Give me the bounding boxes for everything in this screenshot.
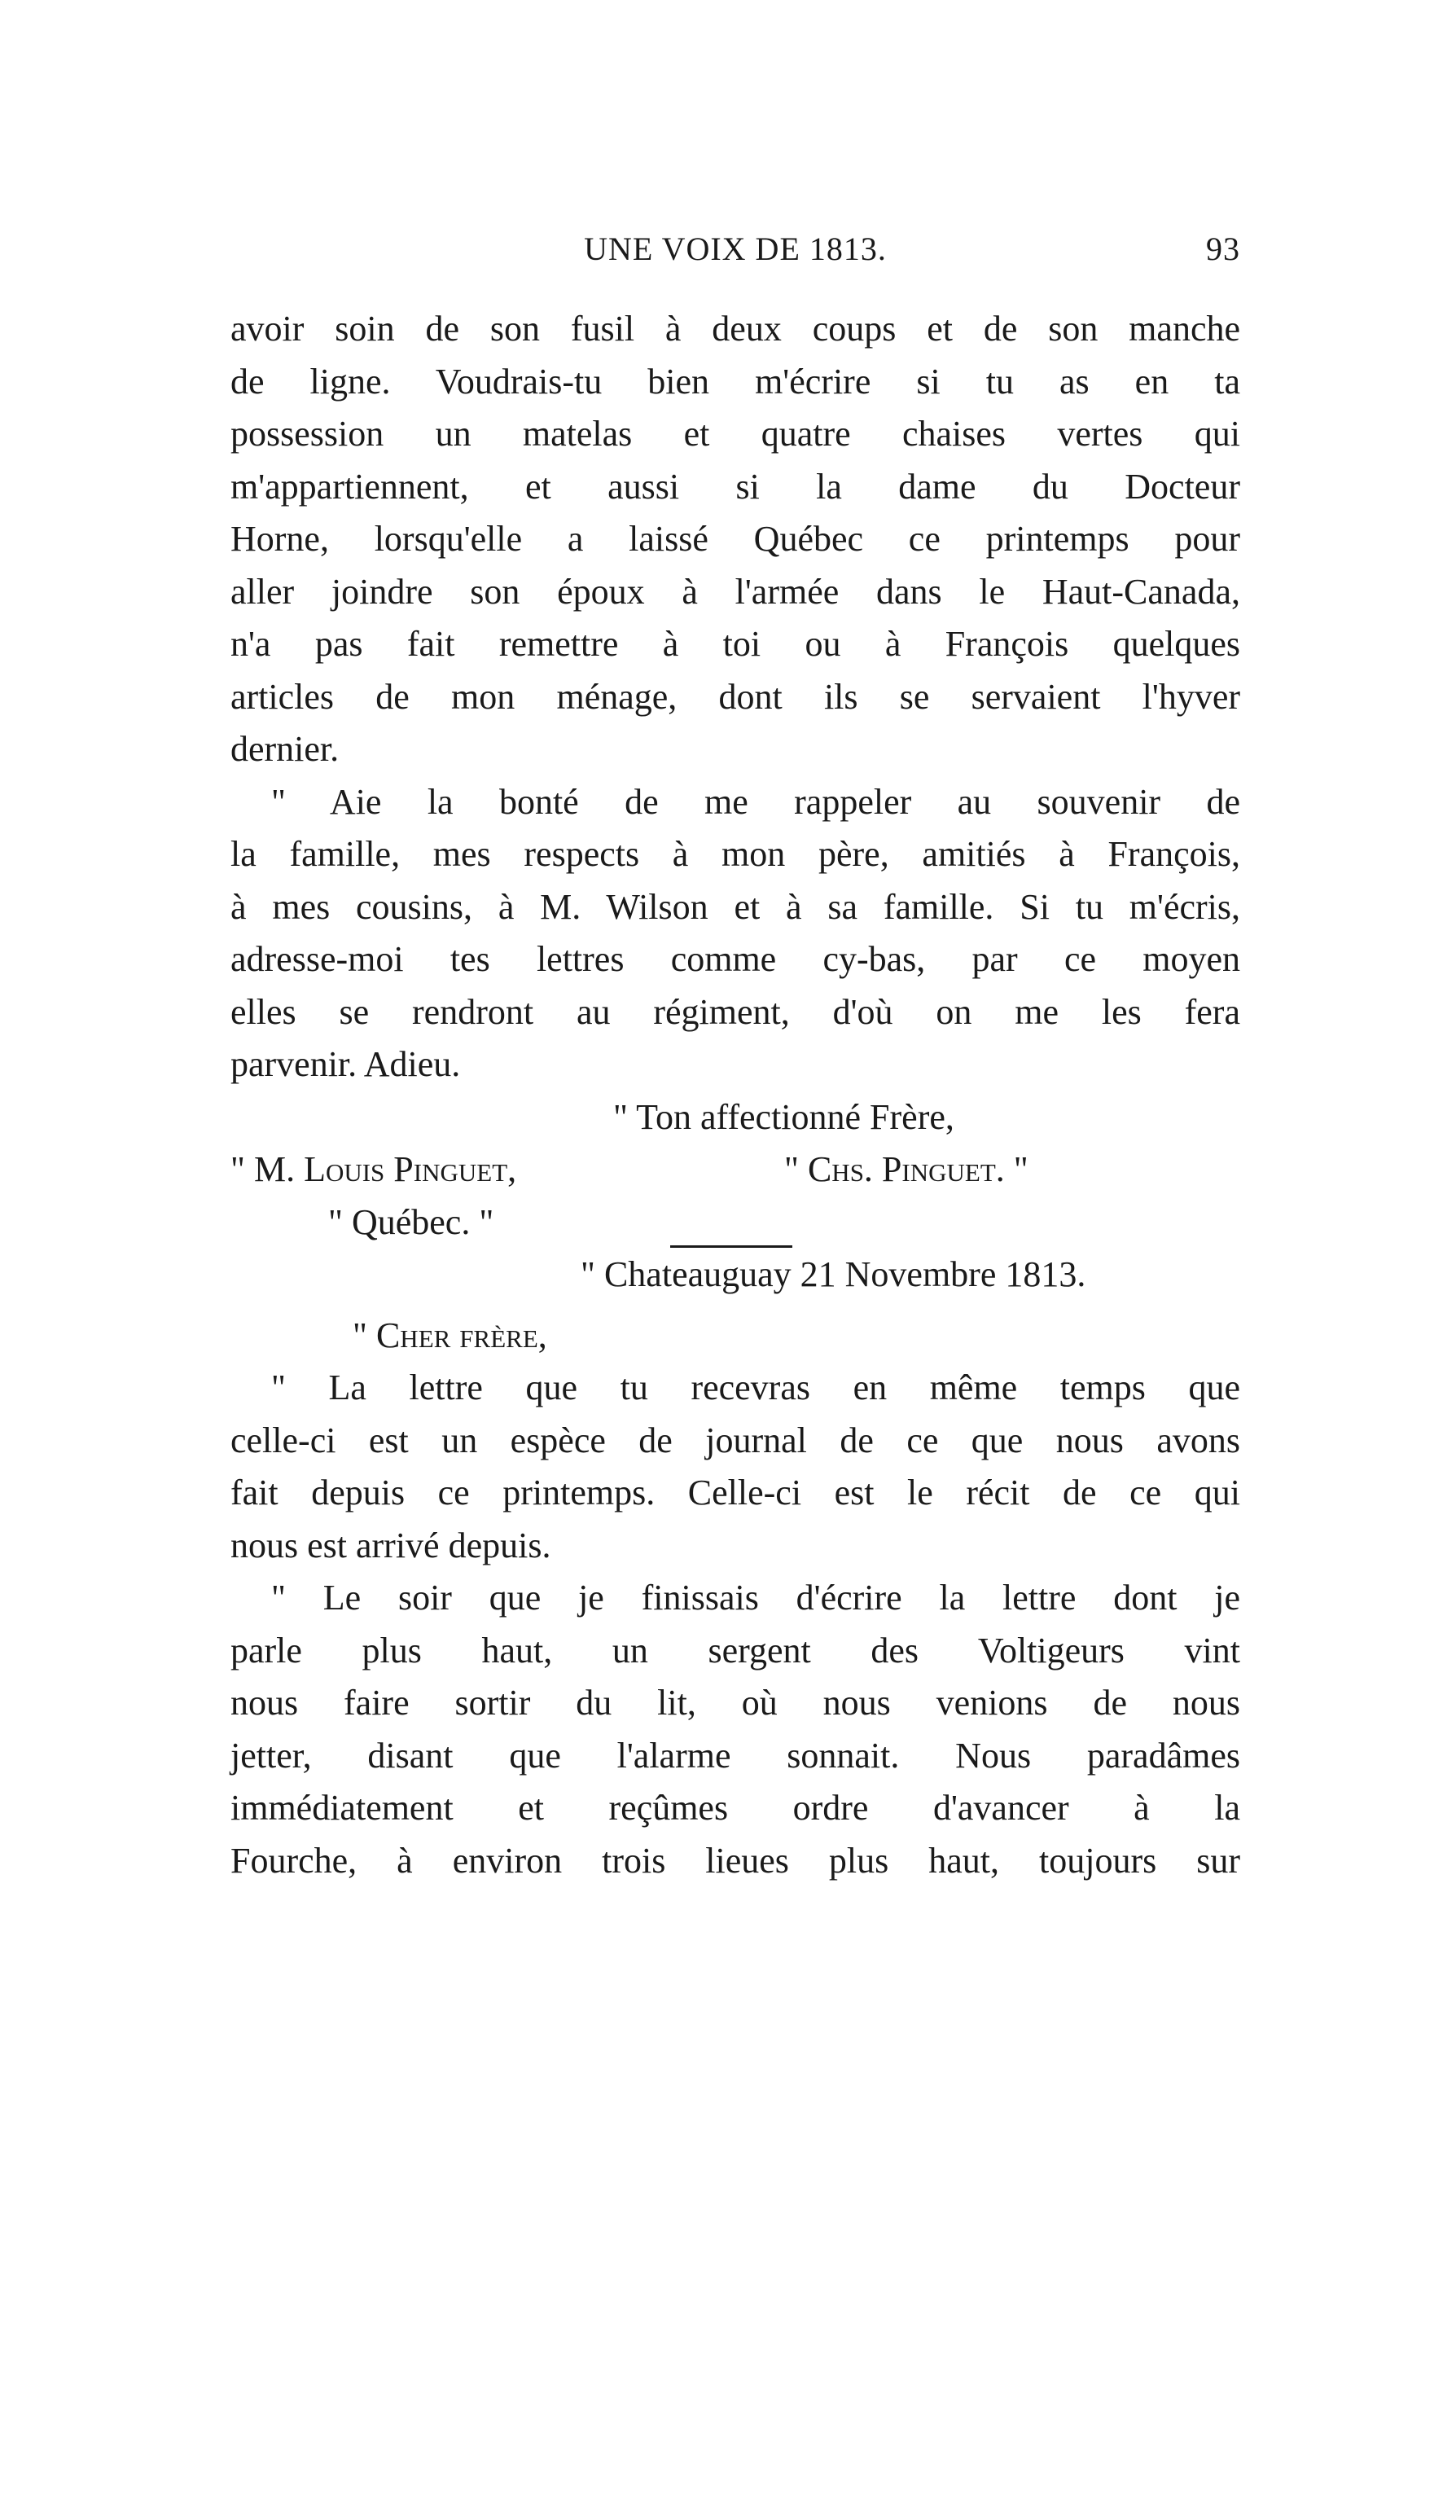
text-line: à mes cousins, à M. Wilson et à sa famille. Si tu m'écris, (230, 886, 1240, 927)
recipient-city: " Québec. " (328, 1201, 494, 1242)
text-line: parvenir. Adieu. (230, 1044, 461, 1084)
text-line: n'a pas fait remettre à toi ou à François quelques (230, 624, 1240, 664)
text-line: elles se rendront au régiment, d'où on me les fera (230, 991, 1240, 1032)
recipient-name: " M. Louis Pinguet, (230, 1149, 517, 1189)
body-text (230, 303, 1240, 1887)
text-line: possession un matelas et quatre chaises vertes qui (230, 414, 1240, 454)
page-number: 93 (1206, 230, 1240, 267)
closing-salutation-line (230, 1091, 1240, 1144)
text-line: nous est arrivé depuis. (230, 1525, 551, 1565)
text-line: fait depuis ce printemps. Celle-ci est le récit de ce qui (230, 1473, 1240, 1512)
text-line: " Le soir que je finissais d'écrire la lettre dont je (271, 1578, 1240, 1618)
text-line: adresse-moi tes lettres comme cy-bas, par ce moyen (230, 939, 1240, 979)
page-header (230, 230, 1240, 279)
text-line: " Aie la bonté de me rappeler au souvenir de (271, 781, 1240, 822)
text-line: m'appartiennent, et aussi si la dame du Docteur (230, 466, 1240, 507)
text-line: " La lettre que tu recevras en même temps que (271, 1368, 1240, 1407)
greeting-line (230, 1310, 1240, 1363)
text-line: parle plus haut, un sergent des Voltigeurs vint (230, 1630, 1240, 1670)
text-line: articles de mon ménage, dont ils se servaient l'hyver (230, 676, 1240, 717)
text-line: immédiatement et reçûmes ordre d'avancer à la (230, 1788, 1240, 1828)
running-title: UNE VOIX DE 1813. (584, 230, 887, 267)
closing-names-line (230, 1144, 1240, 1196)
text-line: celle-ci est un espèce de journal de ce que nous avons (230, 1420, 1240, 1460)
closing-salutation: " Ton affectionné Frère, (613, 1096, 954, 1137)
recipient-city-line (230, 1196, 1240, 1249)
text-line: la famille, mes respects à mon père, amitiés à François, (230, 834, 1240, 874)
text-line: aller joindre son époux à l'armée dans le Haut-Canada, (230, 571, 1240, 612)
dateline-line (230, 1249, 1240, 1302)
signature: " Chs. Pinguet. " (784, 1149, 1028, 1189)
text-line: Horne, lorsqu'elle a laissé Québec ce printemps pour (230, 519, 1240, 559)
text-line: nous faire sortir du lit, où nous venions de nous (230, 1683, 1240, 1723)
dateline: " Chateauguay 21 Novembre 1813. (581, 1254, 1086, 1294)
text-line: avoir soin de son fusil à deux coups et de son manche (230, 309, 1240, 349)
text-line: Fourche, à environ trois lieues plus haut, toujours sur (230, 1840, 1240, 1881)
greeting: " Cher frère, (353, 1315, 547, 1355)
text-line: dernier. (230, 729, 340, 769)
text-line: de ligne. Voudrais-tu bien m'écrire si tu as en ta (230, 361, 1240, 402)
text-line: jetter, disant que l'alarme sonnait. Nous paradâmes (230, 1735, 1240, 1776)
separator-rule (670, 1245, 792, 1248)
